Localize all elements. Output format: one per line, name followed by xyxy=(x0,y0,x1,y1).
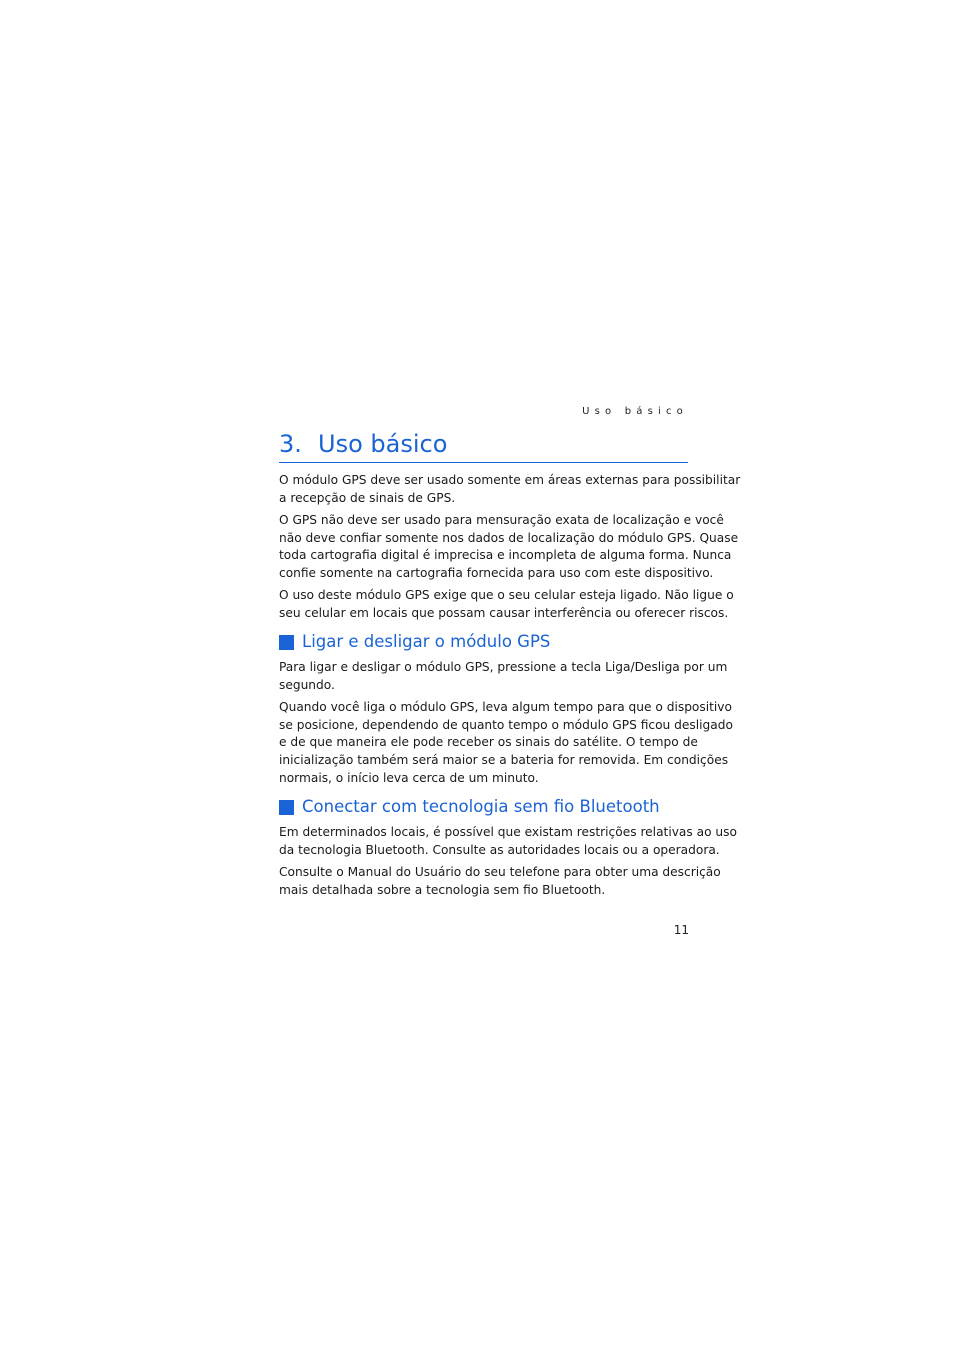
text-line: e de que maneira ele pode receber os sinais do satélite. O tempo de xyxy=(279,735,698,750)
text-line: da tecnologia Bluetooth. Consulte as autoridades locais ou a operadora. xyxy=(279,842,720,857)
running-head: Uso básico xyxy=(582,406,688,417)
section-heading xyxy=(279,631,699,653)
text-line: seu celular em locais que possam causar interferência ou oferecer riscos. xyxy=(279,605,729,620)
text-line: Para ligar e desligar o módulo GPS, pressione a tecla Liga/Desliga por um xyxy=(279,660,728,674)
text-line: toda cartografia digital é imprecisa e incompleta de alguma forma. Nunca xyxy=(279,548,732,563)
text-line: não deve confiar somente nos dados de localização do módulo GPS. Quase xyxy=(279,530,739,545)
paragraph xyxy=(279,864,721,899)
section-heading xyxy=(279,796,699,818)
section-title: Ligar e desligar o módulo GPS xyxy=(302,632,551,651)
page-number: 11 xyxy=(673,923,689,937)
text-line: Consulte o Manual do Usuário do seu telefone para obter uma descrição xyxy=(279,865,721,879)
paragraph xyxy=(279,659,728,694)
paragraph xyxy=(279,824,737,859)
text-line: Quando você liga o módulo GPS, leva algum tempo para que o dispositivo xyxy=(279,700,732,714)
chapter-number: 3. xyxy=(279,430,302,458)
text-line: se posicione, dependendo de quanto tempo o módulo GPS ficou desligado xyxy=(279,717,733,732)
text-line: Em determinados locais, é possível que existam restrições relativas ao uso xyxy=(279,825,737,839)
text-line: O uso deste módulo GPS exige que o seu celular esteja ligado. Não ligue o xyxy=(279,588,734,602)
paragraph xyxy=(279,699,733,788)
chapter-title: Uso básico xyxy=(318,430,448,458)
text-line: confie somente na cartografia fornecida para uso com este dispositivo. xyxy=(279,566,714,581)
paragraph xyxy=(279,512,739,583)
text-line: normais, o início leva cerca de um minuto. xyxy=(279,770,539,785)
chapter-heading xyxy=(279,428,688,463)
text-line: O GPS não deve ser usado para mensuração exata de localização e você xyxy=(279,513,724,527)
text-line: mais detalhada sobre a tecnologia sem fio Bluetooth. xyxy=(279,882,606,897)
section-bullet-icon xyxy=(279,800,294,815)
text-line: O módulo GPS deve ser usado somente em áreas externas para possibilitar xyxy=(279,473,741,487)
text-line: inicialização também será maior se a bateria for removida. Em condições xyxy=(279,753,729,768)
section-bullet-icon xyxy=(279,635,294,650)
text-line: segundo. xyxy=(279,677,335,692)
paragraph xyxy=(279,472,741,507)
paragraph xyxy=(279,587,734,622)
text-line: a recepção de sinais de GPS. xyxy=(279,490,456,505)
section-title: Conectar com tecnologia sem fio Bluetooth xyxy=(302,797,660,816)
